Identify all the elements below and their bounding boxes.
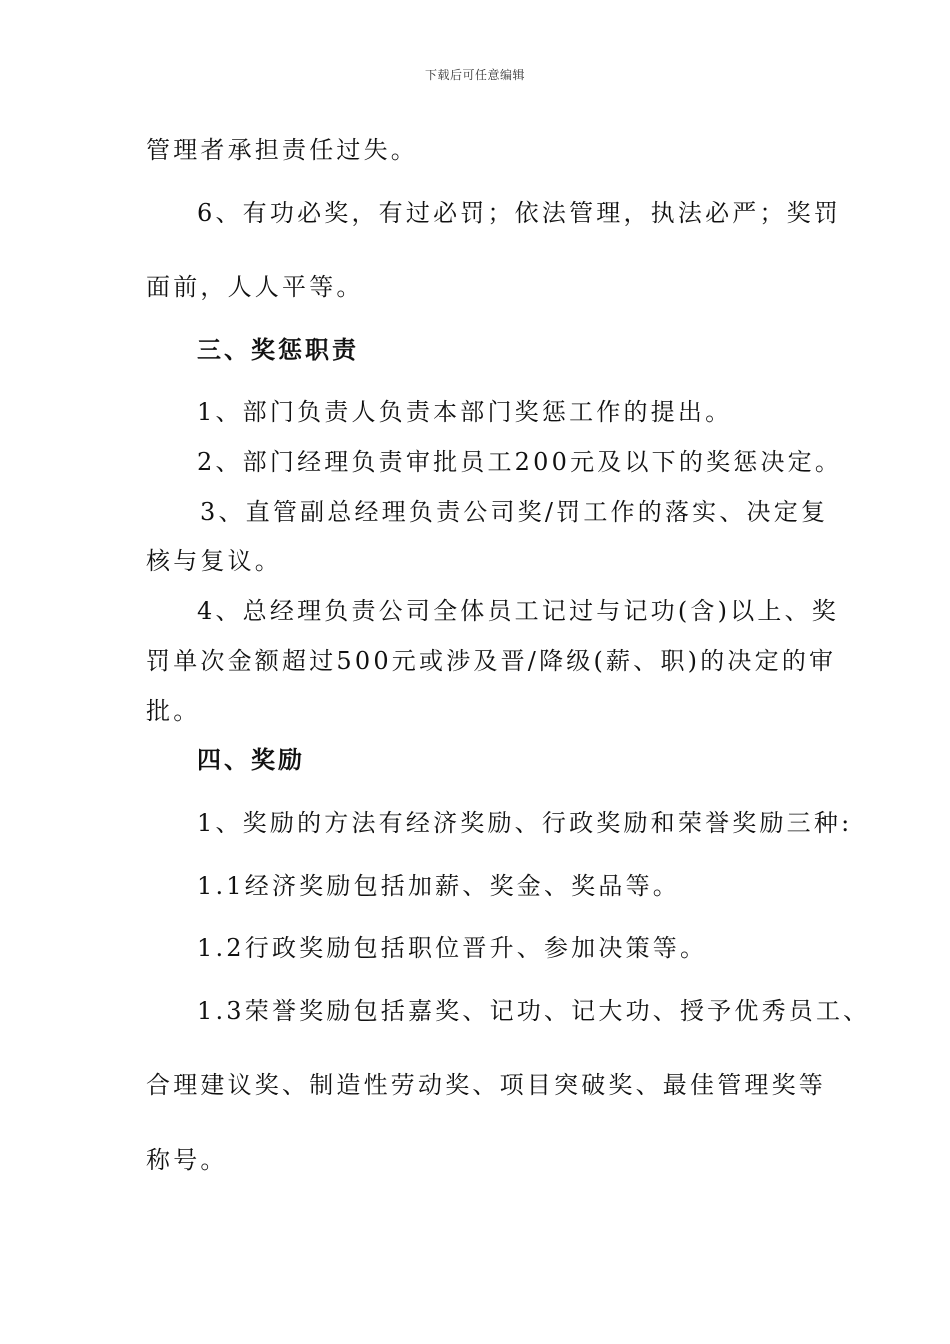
paragraph-line: 1、部门负责人负责本部门奖惩工作的提出。 xyxy=(197,398,733,426)
paragraph-line: 面前，人人平等。 xyxy=(146,273,364,301)
paragraph-line: 4、总经理负责公司全体员工记过与记功(含)以上、奖 xyxy=(197,597,839,625)
section-heading-rewards: 四、奖励 xyxy=(197,745,305,774)
paragraph-line: 批。 xyxy=(146,697,201,725)
paragraph-line: 2、部门经理负责审批员工200元及以下的奖惩决定。 xyxy=(197,448,843,476)
paragraph-line: 3、直管副总经理负责公司奖/罚工作的落实、决定复 xyxy=(200,498,829,526)
section-heading-rewards-duties: 三、奖惩职责 xyxy=(197,335,359,364)
page-header-watermark: 下载后可任意编辑 xyxy=(424,68,525,82)
paragraph-line: 1.1经济奖励包括加薪、奖金、奖品等。 xyxy=(197,872,680,900)
paragraph-line: 核与复议。 xyxy=(146,547,282,575)
paragraph-line: 称号。 xyxy=(146,1146,228,1174)
paragraph-line: 6、有功必奖，有过必罚；依法管理，执法必严；奖罚 xyxy=(197,199,842,227)
paragraph-line: 罚单次金额超过500元或涉及晋/降级(薪、职)的决定的审 xyxy=(146,647,837,675)
paragraph-line: 管理者承担责任过失。 xyxy=(146,136,418,164)
paragraph-line: 1.3荣誉奖励包括嘉奖、记功、记大功、授予优秀员工、 xyxy=(197,997,871,1025)
paragraph-line: 1.2行政奖励包括职位晋升、参加决策等。 xyxy=(197,934,708,962)
paragraph-line: 合理建议奖、制造性劳动奖、项目突破奖、最佳管理奖等 xyxy=(146,1071,826,1099)
paragraph-line: 1、奖励的方法有经济奖励、行政奖励和荣誉奖励三种: xyxy=(197,809,853,837)
